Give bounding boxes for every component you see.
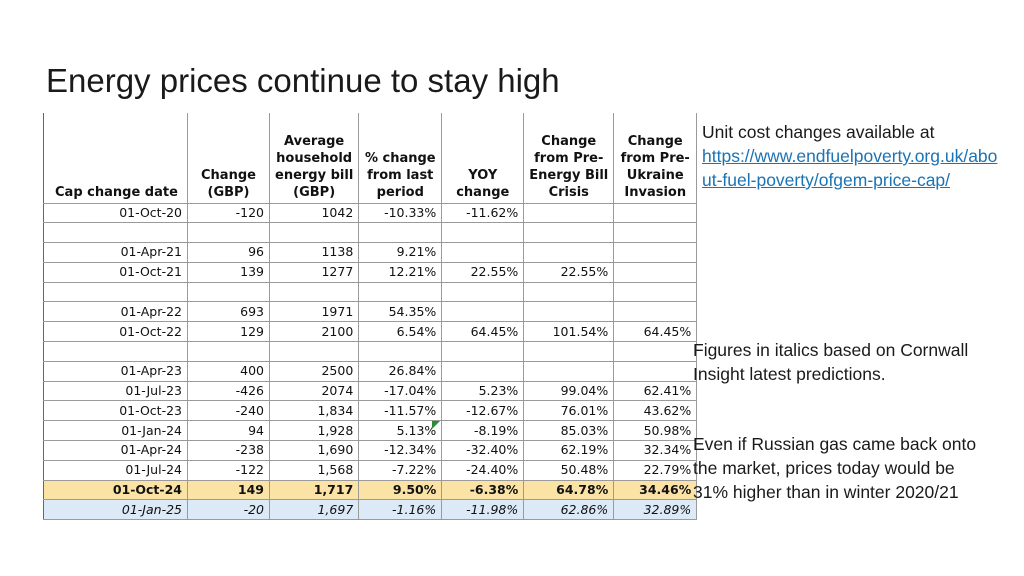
- cell-cap-change-date: 01-Apr-21: [44, 243, 188, 263]
- column-header-pre-invasion-change: Change from Pre- Ukraine Invasion: [614, 113, 697, 203]
- cell-pre-invasion-change: 32.34%: [614, 441, 697, 461]
- cell-change-gbp: 139: [188, 262, 270, 282]
- cell-percent-change: -10.33%: [359, 203, 442, 223]
- table-row: [44, 441, 697, 461]
- cell-cap-change-date: 01-Oct-21: [44, 262, 188, 282]
- cell-cap-change-date: 01-Jul-24: [44, 460, 188, 480]
- cell-cap-change-date: 01-Oct-22: [44, 322, 188, 342]
- cell-average-bill: 1138: [270, 243, 359, 263]
- cell-average-bill: 1,568: [270, 460, 359, 480]
- table-row: [44, 460, 697, 480]
- cell-percent-change: -11.57%: [359, 401, 442, 421]
- cell-pre-invasion-change: [614, 243, 697, 263]
- cell-pre-invasion-change: 22.79%: [614, 460, 697, 480]
- cell-average-bill: 2074: [270, 381, 359, 401]
- cell-cap-change-date: 01-Jan-24: [44, 421, 188, 441]
- cell-yoy-change: 5.23%: [442, 381, 524, 401]
- cell-pre-crisis-change: 76.01%: [524, 401, 614, 421]
- cell-pre-invasion-change: [614, 203, 697, 223]
- cell-yoy-change: -12.67%: [442, 401, 524, 421]
- cell-pre-crisis-change: [524, 243, 614, 263]
- cell-pre-invasion-change: [614, 223, 697, 243]
- cell-cap-change-date: 01-Apr-24: [44, 441, 188, 461]
- cell-percent-change: 54.35%: [359, 302, 442, 322]
- cell-percent-change: -1.16%: [359, 500, 442, 520]
- cell-percent-change: [359, 342, 442, 362]
- cell-change-gbp: -426: [188, 381, 270, 401]
- cell-yoy-change: -11.98%: [442, 500, 524, 520]
- italics-note: Figures in italics based on Cornwall Insight latest predictions.: [693, 340, 969, 384]
- table-body: [44, 203, 697, 520]
- table-row: [44, 361, 697, 381]
- column-header-change-gbp: Change (GBP): [188, 113, 270, 203]
- cell-cap-change-date: 01-Oct-23: [44, 401, 188, 421]
- cell-pre-crisis-change: 99.04%: [524, 381, 614, 401]
- table-row: [44, 302, 697, 322]
- cell-yoy-change: [442, 361, 524, 381]
- table-header-row: [44, 113, 697, 203]
- cell-percent-change: -12.34%: [359, 441, 442, 461]
- cell-change-gbp: [188, 342, 270, 362]
- cell-average-bill: 1277: [270, 262, 359, 282]
- cell-yoy-change: [442, 302, 524, 322]
- cell-change-gbp: 400: [188, 361, 270, 381]
- cell-pre-crisis-change: [524, 223, 614, 243]
- cell-average-bill: 2100: [270, 322, 359, 342]
- cell-change-gbp: 693: [188, 302, 270, 322]
- cell-pre-crisis-change: 22.55%: [524, 262, 614, 282]
- cell-average-bill: 1,928: [270, 421, 359, 441]
- cell-yoy-change: [442, 282, 524, 302]
- cell-pre-invasion-change: 62.41%: [614, 381, 697, 401]
- russian-gas-note: Even if Russian gas came back onto the market, prices today would be 31% higher than in winter 2020/21: [693, 434, 977, 502]
- cell-cap-change-date: [44, 223, 188, 243]
- cell-yoy-change: -8.19%: [442, 421, 524, 441]
- table-row: [44, 223, 697, 243]
- cell-pre-crisis-change: 62.19%: [524, 441, 614, 461]
- cell-change-gbp: -240: [188, 401, 270, 421]
- cell-percent-change: 9.50%: [359, 480, 442, 500]
- cell-change-gbp: [188, 282, 270, 302]
- cell-pre-crisis-change: [524, 361, 614, 381]
- cell-pre-crisis-change: 50.48%: [524, 460, 614, 480]
- cell-cap-change-date: 01-Jan-25: [44, 500, 188, 520]
- column-header-yoy-change: YOY change: [442, 113, 524, 203]
- cell-average-bill: 2500: [270, 361, 359, 381]
- cell-pre-crisis-change: 85.03%: [524, 421, 614, 441]
- cell-comment-marker: [432, 421, 440, 429]
- price-cap-table-container: [43, 113, 697, 520]
- cell-pre-crisis-change: 101.54%: [524, 322, 614, 342]
- cell-pre-invasion-change: 34.46%: [614, 480, 697, 500]
- unit-cost-text: Unit cost changes available at: [702, 122, 935, 142]
- cell-yoy-change: [442, 342, 524, 362]
- cell-change-gbp: 149: [188, 480, 270, 500]
- table-row: [44, 262, 697, 282]
- cell-change-gbp: 129: [188, 322, 270, 342]
- cell-pre-invasion-change: [614, 342, 697, 362]
- cell-average-bill: 1,717: [270, 480, 359, 500]
- cell-percent-change: -17.04%: [359, 381, 442, 401]
- cell-cap-change-date: 01-Apr-22: [44, 302, 188, 322]
- cell-yoy-change: 22.55%: [442, 262, 524, 282]
- cell-pre-invasion-change: 32.89%: [614, 500, 697, 520]
- cell-change-gbp: -238: [188, 441, 270, 461]
- cell-yoy-change: -24.40%: [442, 460, 524, 480]
- column-header-percent-change: % change from last period: [359, 113, 442, 203]
- cell-pre-crisis-change: [524, 342, 614, 362]
- cell-average-bill: [270, 342, 359, 362]
- cell-pre-invasion-change: 50.98%: [614, 421, 697, 441]
- cell-pre-invasion-change: [614, 262, 697, 282]
- cell-percent-change: 9.21%: [359, 243, 442, 263]
- unit-cost-link[interactable]: https://www.endfuelpoverty.org.uk/about-fuel-poverty/ofgem-price-cap/: [702, 146, 998, 190]
- column-header-average-bill: Average household energy bill (GBP): [270, 113, 359, 203]
- cell-change-gbp: -122: [188, 460, 270, 480]
- cell-percent-change: 12.21%: [359, 262, 442, 282]
- cell-cap-change-date: 01-Jul-23: [44, 381, 188, 401]
- cell-yoy-change: -32.40%: [442, 441, 524, 461]
- cell-percent-change: [359, 223, 442, 243]
- cell-pre-invasion-change: 43.62%: [614, 401, 697, 421]
- cell-percent-change: [359, 282, 442, 302]
- table-row: [44, 381, 697, 401]
- cell-average-bill: 1,697: [270, 500, 359, 520]
- cell-average-bill: [270, 282, 359, 302]
- cell-change-gbp: -20: [188, 500, 270, 520]
- price-cap-table: [43, 113, 697, 520]
- cell-yoy-change: -11.62%: [442, 203, 524, 223]
- cell-pre-crisis-change: [524, 282, 614, 302]
- cell-percent-change: 26.84%: [359, 361, 442, 381]
- cell-cap-change-date: [44, 342, 188, 362]
- table-row: [44, 421, 697, 441]
- table-row: [44, 322, 697, 342]
- cell-change-gbp: [188, 223, 270, 243]
- cell-average-bill: 1971: [270, 302, 359, 322]
- column-header-pre-crisis-change: Change from Pre- Energy Bill Crisis: [524, 113, 614, 203]
- cell-pre-invasion-change: [614, 361, 697, 381]
- cell-change-gbp: 96: [188, 243, 270, 263]
- cell-yoy-change: 64.45%: [442, 322, 524, 342]
- cell-cap-change-date: 01-Apr-23: [44, 361, 188, 381]
- cell-yoy-change: -6.38%: [442, 480, 524, 500]
- cell-cap-change-date: 01-Oct-20: [44, 203, 188, 223]
- cell-average-bill: 1,690: [270, 441, 359, 461]
- table-row: [44, 480, 697, 500]
- cell-change-gbp: 94: [188, 421, 270, 441]
- cell-percent-change: -7.22%: [359, 460, 442, 480]
- cell-pre-invasion-change: [614, 282, 697, 302]
- cell-pre-crisis-change: [524, 302, 614, 322]
- table-row: [44, 401, 697, 421]
- cell-percent-change: 6.54%: [359, 322, 442, 342]
- cell-cap-change-date: 01-Oct-24: [44, 480, 188, 500]
- cell-yoy-change: [442, 223, 524, 243]
- table-row: [44, 203, 697, 223]
- cell-pre-crisis-change: 64.78%: [524, 480, 614, 500]
- page-title: Energy prices continue to stay high: [46, 62, 560, 99]
- column-header-cap-change-date: Cap change date: [44, 113, 188, 203]
- cell-pre-invasion-change: 64.45%: [614, 322, 697, 342]
- cell-cap-change-date: [44, 282, 188, 302]
- cell-change-gbp: -120: [188, 203, 270, 223]
- cell-average-bill: 1042: [270, 203, 359, 223]
- table-row: [44, 342, 697, 362]
- cell-average-bill: 1,834: [270, 401, 359, 421]
- cell-average-bill: [270, 223, 359, 243]
- cell-yoy-change: [442, 243, 524, 263]
- table-row: [44, 243, 697, 263]
- cell-percent-change: 5.13%: [359, 421, 442, 441]
- unit-cost-note: [702, 120, 1002, 192]
- cell-pre-crisis-change: [524, 203, 614, 223]
- table-row: [44, 282, 697, 302]
- table-row: [44, 500, 697, 520]
- cell-pre-crisis-change: 62.86%: [524, 500, 614, 520]
- cell-pre-invasion-change: [614, 302, 697, 322]
